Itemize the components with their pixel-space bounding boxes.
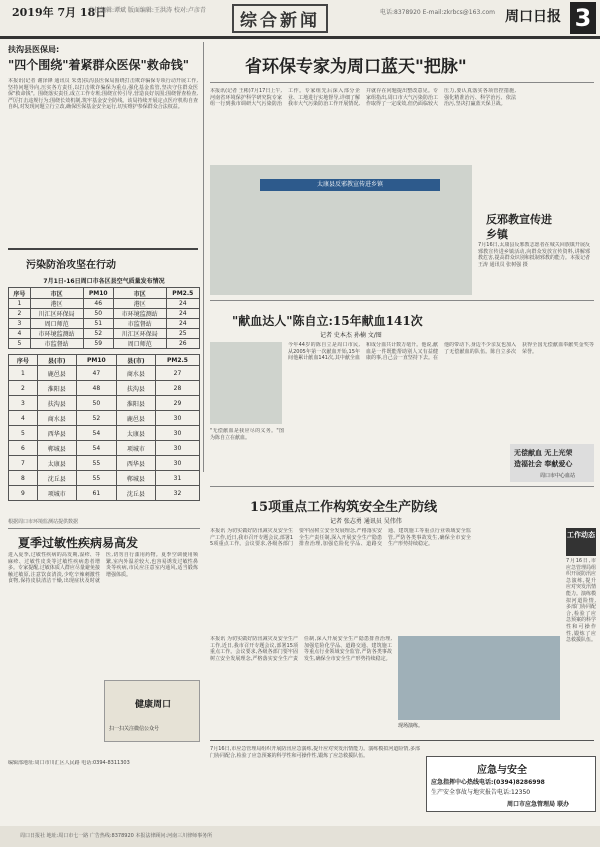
caption-anti-cult: 7月16日,太康县反邪教志愿者在城关回族镇开展反邪教宣传进乡镇活动,向群众发放宣传资料,讲解邪教危害,提高群众识别和抵制邪教的能力。本报记者 王涛 通讯员 张树强 摄 xyxy=(478,242,590,268)
work-news-label: 工作动态 xyxy=(566,528,596,556)
contact-info: 电话:8378920 E-mail:zkrbcs@163.com xyxy=(380,9,495,16)
aq-cell: 47 xyxy=(76,366,116,381)
aq-cell: 市环境监测站 xyxy=(113,309,166,319)
table-row xyxy=(9,366,200,381)
table-row xyxy=(9,486,200,501)
aq-cell: 太康县 xyxy=(116,426,155,441)
editor-credits: 责任编辑:谭斌 版面编辑:王洪涛 校对:卢彦青 xyxy=(88,7,206,14)
health-ad-label: 健康周口 xyxy=(135,700,172,710)
divider xyxy=(210,740,594,741)
headline-allergy: 夏季过敏性疾病易高发 xyxy=(18,536,139,550)
aq-cell: 59 xyxy=(83,339,113,349)
aq-cell: 5 xyxy=(9,339,31,349)
byline-blood: 记者 史本杰 孙楠 文/图 xyxy=(320,332,382,339)
aq-cell: 郸城县 xyxy=(37,441,76,456)
aq-cell: 30 xyxy=(155,456,199,471)
aq-cell: 商水县 xyxy=(116,366,155,381)
divider xyxy=(210,300,594,301)
slogan-2: 造福社会 奉献爱心 xyxy=(514,460,573,468)
table-row xyxy=(9,471,200,486)
health-ad-caption: 扫一扫关注微信公众号 xyxy=(109,726,160,732)
aq-banner-title: 污染防治攻坚在行动 xyxy=(26,260,116,271)
aq-cell: 1 xyxy=(9,299,31,309)
table-row xyxy=(9,411,200,426)
aq-header-cell: 序号 xyxy=(9,355,38,366)
aq-cell: 淮阳县 xyxy=(116,396,155,411)
slogan-sub: 周口市中心血站 xyxy=(540,473,576,479)
headline-blood-donor: "献血达人"陈自立:15年献血141次 xyxy=(232,314,423,328)
date: 2019年 7月 18日 xyxy=(12,6,107,19)
table-row xyxy=(9,441,200,456)
article-safety-continued: 本报讯 为切实做好防汛减灾及安全生产工作,近日,我市召开专题会议,部署15项重点工作。会议要求,各级各部门要牢固树立安全发展理念,严格落实安全生产责任制,深入开展安全生产隐患排查治理,加强危险化学品、道路交通、建筑施工等重点行业领域安全监管,严防各类事故发生,确保全市安全生产形势持续稳定。 xyxy=(210,636,392,662)
aq-cell: 3 xyxy=(9,396,38,411)
aq-cell: 港区 xyxy=(30,299,83,309)
aq-table-title: 7月1日-16日周口市各区县空气质量发布情况 xyxy=(43,278,165,285)
article-blood-donor: 今年44岁的陈自立是周口市民,从2005年第一次献血开始,15年间他累计献血141次,其中献全血和成分血共计数万毫升。他说,献血是一件既能帮助别人又有益健康的事,自己会一直坚持下去。在他的带动下,身边不少亲友也加入了无偿献血的队伍。陈自立多次获得全国无偿献血奉献奖金奖等荣誉。 xyxy=(288,342,594,362)
article-medical-insurance: 本报讯(记者 谢泽锋 通讯员 朱勇)扶沟县医保局围绕打击欺诈骗保专项行动开展工作,坚持问题导向,压实各方责任,以打击欺诈骗保为重点,强化基金监管,坚决守住群众医保"救命钱"。围绕落实责任,成立工作专班;围绕宣传引导,营造良好氛围;围绕督查检查,严厉打击违规行为;围绕长效机制,筑牢基金安全防线。该局持续开展定点医疗机构自查自纠,对发现问题立行立改,确保医保基金安全运行,切实维护参保群众合法权益。 xyxy=(8,78,198,111)
table-row xyxy=(9,299,200,309)
divider xyxy=(210,486,594,487)
emergency-org: 周口市应急管理局 联办 xyxy=(507,801,570,808)
headline-anti-cult: 反邪教宣传进乡镇 xyxy=(486,213,552,241)
aq-header-cell: 县(市) xyxy=(37,355,76,366)
aq-table-urban xyxy=(8,287,200,349)
aq-cell: 4 xyxy=(9,411,38,426)
aq-cell: 25 xyxy=(166,329,199,339)
aq-cell: 28 xyxy=(155,381,199,396)
masthead-rule xyxy=(0,36,600,39)
aq-cell: 川汇区环保局 xyxy=(113,329,166,339)
aq-cell: 西华县 xyxy=(37,426,76,441)
table-row xyxy=(9,309,200,319)
aq-cell: 27 xyxy=(155,366,199,381)
article-safety: 本报讯 为切实做好防汛减灾及安全生产工作,近日,我市召开专题会议,部署15项重点工作。会议要求,各级各部门要牢固树立安全发展理念,严格落实安全生产责任制,深入开展安全生产隐患排查治理,加强危险化学品、道路交通、建筑施工等重点行业领域安全监管,严防各类事故发生,确保全市安全生产形势持续稳定。 xyxy=(210,528,471,548)
aq-cell: 鹿邑县 xyxy=(37,366,76,381)
aq-cell: 52 xyxy=(76,411,116,426)
aq-cell: 48 xyxy=(76,381,116,396)
aq-cell: 2 xyxy=(9,309,31,319)
aq-cell: 24 xyxy=(166,309,199,319)
aq-cell: 32 xyxy=(155,486,199,501)
aq-cell: 61 xyxy=(76,486,116,501)
emergency-ad-title: 应急与安全 xyxy=(477,765,527,776)
table-row xyxy=(9,456,200,471)
table-row xyxy=(9,319,200,329)
aq-cell: 商水县 xyxy=(37,411,76,426)
aq-header-cell: 县(市) xyxy=(116,355,155,366)
aq-cell: 24 xyxy=(166,319,199,329)
aq-cell: 50 xyxy=(76,396,116,411)
photo-anti-cult xyxy=(210,165,472,295)
article-allergy: 进入夏季,过敏性疾病的高发期,湿疹、荨麻疹、过敏性皮炎等过敏性疾病患者增多。专家提醒,过敏体质人群应尽量避免接触过敏原,注意饮食清淡,少吃辛辣刺激性食物,保持皮肤清洁干燥,出现症状及时就医,切勿自行滥用药物。夏季空调使用频繁,室内外温差较大,也容易诱发过敏性鼻炎等疾病,市民应注意室内通风,适当锻炼增强体质。 xyxy=(8,552,198,585)
headline-environment: 省环保专家为周口蓝天"把脉" xyxy=(245,57,467,77)
page-number: 3 xyxy=(570,2,596,34)
aq-cell: 1 xyxy=(9,366,38,381)
aq-cell: 30 xyxy=(155,426,199,441)
aq-header-cell: 序号 xyxy=(9,288,31,299)
aq-banner xyxy=(8,248,198,274)
aq-cell: 50 xyxy=(83,309,113,319)
aq-header-cell: PM10 xyxy=(83,288,113,299)
slogan-1: 无偿献血 无上光荣 xyxy=(514,449,573,457)
aq-cell: 30 xyxy=(155,411,199,426)
aq-header-row xyxy=(9,288,200,299)
kicker: 扶沟县医保局: xyxy=(8,45,60,54)
aq-cell: 24 xyxy=(166,299,199,309)
aq-cell: 沈丘县 xyxy=(116,486,155,501)
aq-cell: 54 xyxy=(76,426,116,441)
aq-header-row xyxy=(9,355,200,366)
aq-cell: 扶沟县 xyxy=(116,381,155,396)
aq-cell: 8 xyxy=(9,471,38,486)
aq-cell: 4 xyxy=(9,329,31,339)
emergency-line-2: 生产安全事故与地灾报告电话:12350 xyxy=(431,789,531,796)
aq-cell: 29 xyxy=(155,396,199,411)
aq-cell: 5 xyxy=(9,426,38,441)
aq-cell: 项城市 xyxy=(116,441,155,456)
aq-cell: 川汇区环保局 xyxy=(30,309,83,319)
aq-cell: 周口师范 xyxy=(113,339,166,349)
blood-slogan-box xyxy=(510,444,594,482)
headline-medical-insurance: "四个围绕"着紧群众医保"救命钱" xyxy=(8,58,190,72)
aq-cell: 市监督站 xyxy=(30,339,83,349)
aq-header-cell: 市区 xyxy=(30,288,83,299)
aq-cell: 31 xyxy=(155,471,199,486)
table-row xyxy=(9,381,200,396)
aq-cell: 太康县 xyxy=(37,456,76,471)
aq-cell: 55 xyxy=(76,456,116,471)
photo-drill xyxy=(398,636,560,720)
aq-cell: 淮阳县 xyxy=(37,381,76,396)
caption-drill: 现场演练。 xyxy=(398,723,424,729)
aq-cell: 扶沟县 xyxy=(37,396,76,411)
table-row xyxy=(9,329,200,339)
aq-note: 根据周口市环境监测站提供数据 xyxy=(8,519,79,525)
newspaper-logo: 周口日报 xyxy=(505,9,561,25)
caption-blood-donor: "无偿献血是我应尽的义务。"图为陈自立在献血。 xyxy=(210,428,284,441)
aq-header-cell: PM2.5 xyxy=(155,355,199,366)
aq-cell: 鹿邑县 xyxy=(116,411,155,426)
aq-cell: 沈丘县 xyxy=(37,471,76,486)
aq-cell: 6 xyxy=(9,441,38,456)
aq-cell: 2 xyxy=(9,381,38,396)
table-row xyxy=(9,396,200,411)
aq-cell: 周口师范 xyxy=(30,319,83,329)
table-row xyxy=(9,426,200,441)
divider xyxy=(210,82,594,83)
aq-cell: 54 xyxy=(76,441,116,456)
aq-cell: 项城市 xyxy=(37,486,76,501)
headline-safety: 15项重点工作构筑安全生产防线 xyxy=(250,500,438,515)
aq-cell: 西华县 xyxy=(116,456,155,471)
article-environment: 本报讯(记者 王彬)7月17日上午,河南省环境保护科学研究院专家组一行到我市调研大气污染防治工作。专家组先后深入部分企业、工地进行实地督导,详细了解我市大气污染防治工作开展情况,并就存在问题提出整改意见。专家组指出,周口市大气污染防治工作取得了一定成效,但仍面临较大压力,要认真落实各项管控措施,强化精准治污、科学治污、依法治污,坚决打赢蓝天保卫战。 xyxy=(210,88,516,108)
aq-cell: 郸城县 xyxy=(116,471,155,486)
aq-cell: 3 xyxy=(9,319,31,329)
photo-blood-donor xyxy=(210,342,282,424)
bottom-notice-text: 7月16日,市应急管理局组织开展防汛应急演练,提升应对突发汛情能力。演练模拟河道险情,多部门协同配合,检验了应急预案的科学性和可操作性,锻炼了应急救援队伍。 xyxy=(210,746,420,759)
aq-cell: 市监督站 xyxy=(113,319,166,329)
aq-header-cell: PM2.5 xyxy=(166,288,199,299)
column-divider xyxy=(203,42,204,472)
aq-cell: 26 xyxy=(166,339,199,349)
work-news-body: 7月16日,市应急管理局组织开展防汛应急演练,提升应对突发汛情能力。演练模拟河道险情,多部门协同配合,检验了应急预案的科学性和可操作性,锻炼了应急救援队伍。 xyxy=(566,558,596,644)
emergency-ad xyxy=(426,756,596,812)
byline-safety: 记者 张志勇 通讯员 吴伟伟 xyxy=(330,518,402,525)
aq-cell: 7 xyxy=(9,456,38,471)
photo-banner: 太康县反邪教宣传进乡镇 xyxy=(260,179,440,191)
section-title: 综合新闻 xyxy=(232,4,328,33)
aq-cell: 55 xyxy=(76,471,116,486)
aq-cell: 市环境监测站 xyxy=(30,329,83,339)
divider xyxy=(8,528,200,529)
aq-cell: 46 xyxy=(83,299,113,309)
footer-text: 周口日报社 地址:周口市七一路 广告热线:8378920 本报法律顾问:河南三川律师事务所 xyxy=(20,833,213,839)
aq-cell: 52 xyxy=(83,329,113,339)
aq-cell: 9 xyxy=(9,486,38,501)
aq-cell: 30 xyxy=(155,441,199,456)
table-row xyxy=(9,339,200,349)
aq-table-county xyxy=(8,354,200,501)
aq-header-cell: PM10 xyxy=(76,355,116,366)
aq-cell: 51 xyxy=(83,319,113,329)
aq-header-cell: 市区 xyxy=(113,288,166,299)
left-footer-text: 编辑部地址:周口市川汇区人民路 电话:0394-8311303 xyxy=(8,760,130,766)
emergency-line-1: 应急指挥中心热线电话:(0394)8286998 xyxy=(431,779,545,786)
aq-cell: 港区 xyxy=(113,299,166,309)
health-ad xyxy=(104,680,200,742)
